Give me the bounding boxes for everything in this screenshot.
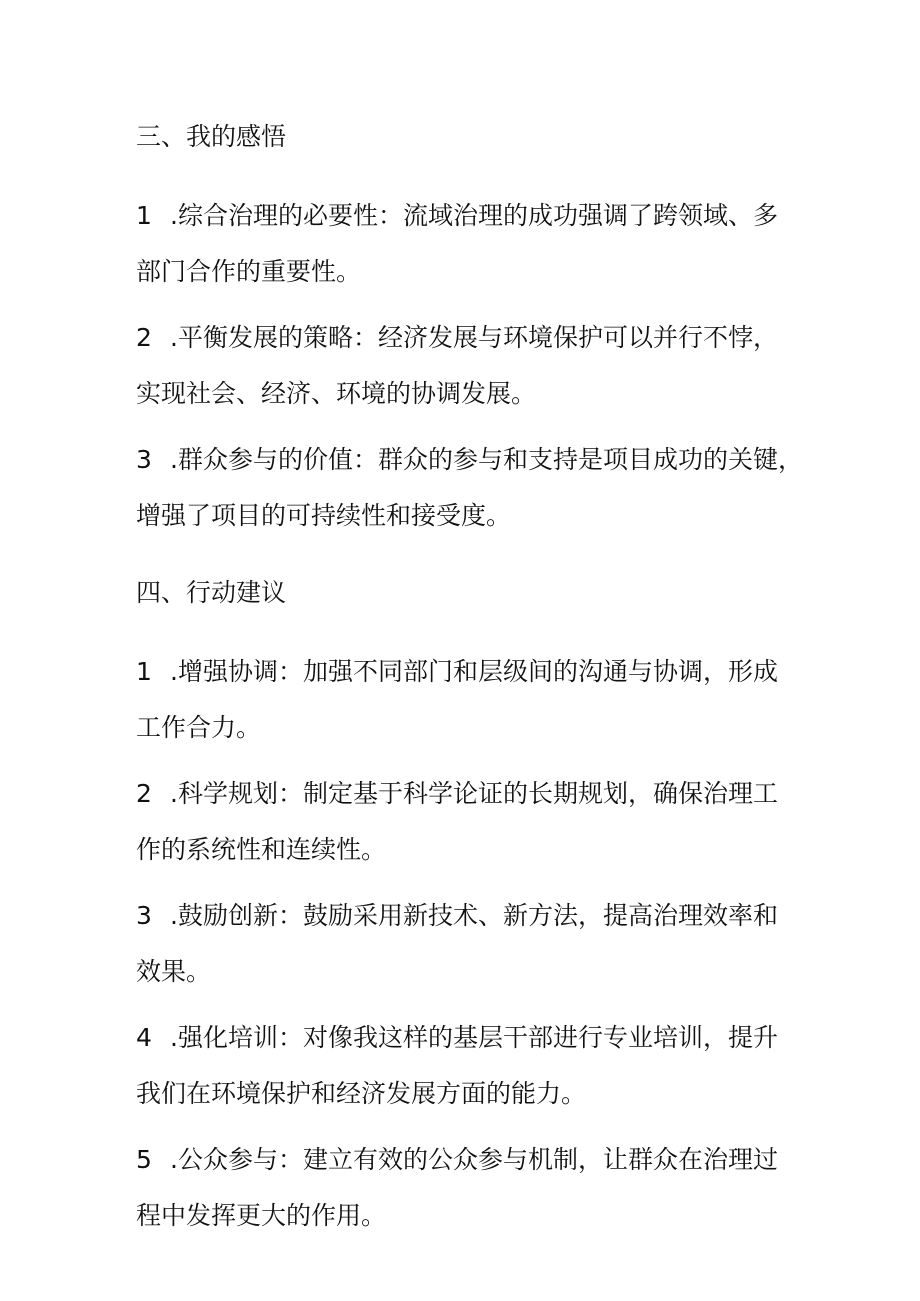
- list-item-line: [136, 766, 776, 822]
- list-item-number: 1: [136, 201, 152, 230]
- list-item-line: 作的系统性和连续性。: [136, 835, 387, 864]
- list-item: [136, 1010, 776, 1122]
- section-heading-action-suggestions: 四、行动建议: [136, 578, 287, 607]
- list-item-text: .综合治理的必要性：流域治理的成功强调了跨领域、多: [170, 201, 778, 230]
- list-item: [136, 188, 776, 300]
- list-item-number: 3: [136, 445, 152, 474]
- list-item-number: 4: [136, 1023, 152, 1052]
- list-item-line: 部门合作的重要性。: [136, 257, 362, 286]
- list-item-text: .公众参与：建立有效的公众参与机制，让群众在治理过: [170, 1145, 778, 1174]
- list-item: [136, 310, 776, 422]
- list-item-line: 增强了项目的可持续性和接受度。: [136, 501, 512, 530]
- list-item: [136, 1132, 776, 1244]
- list-item-text: .增强协调：加强不同部门和层级间的沟通与协调，形成: [170, 657, 778, 686]
- list-item-line: 工作合力。: [136, 713, 262, 742]
- list-item-number: 2: [136, 323, 152, 352]
- list-item-text: .鼓励创新：鼓励采用新技术、新方法，提高治理效率和: [170, 901, 778, 930]
- list-item: [136, 432, 803, 544]
- list-item-line: [136, 644, 776, 700]
- list-item-number: 3: [136, 901, 152, 930]
- list-item-line: 实现社会、经济、环境的协调发展。: [136, 379, 537, 408]
- list-item-line: [136, 188, 776, 244]
- list-item: [136, 766, 776, 878]
- list-item-line: [136, 432, 803, 488]
- list-item-text: .强化培训：对像我这样的基层干部进行专业培训，提升: [170, 1023, 778, 1052]
- list-item: [136, 888, 776, 1000]
- list-item-text: .群众参与的价值：群众的参与和支持是项目成功的关键，: [170, 445, 803, 474]
- list-item-number: 5: [136, 1145, 152, 1174]
- list-item-line: [136, 1132, 776, 1188]
- section-heading-reflections: 三、我的感悟: [136, 122, 287, 151]
- list-item-line: 效果。: [136, 957, 212, 986]
- list-item-text: .科学规划：制定基于科学论证的长期规划，确保治理工: [170, 779, 778, 808]
- list-item-line: [136, 310, 776, 366]
- list-item-line: 程中发挥更大的作用。: [136, 1201, 387, 1230]
- list-item-line: [136, 1010, 776, 1066]
- list-item-text: .平衡发展的策略：经济发展与环境保护可以并行不悖，: [170, 323, 778, 352]
- list-item-line: [136, 888, 776, 944]
- list-item: [136, 644, 776, 756]
- list-item-line: 我们在环境保护和经济发展方面的能力。: [136, 1079, 587, 1108]
- list-item-number: 1: [136, 657, 152, 686]
- document-content: [136, 112, 803, 1254]
- list-item-number: 2: [136, 779, 152, 808]
